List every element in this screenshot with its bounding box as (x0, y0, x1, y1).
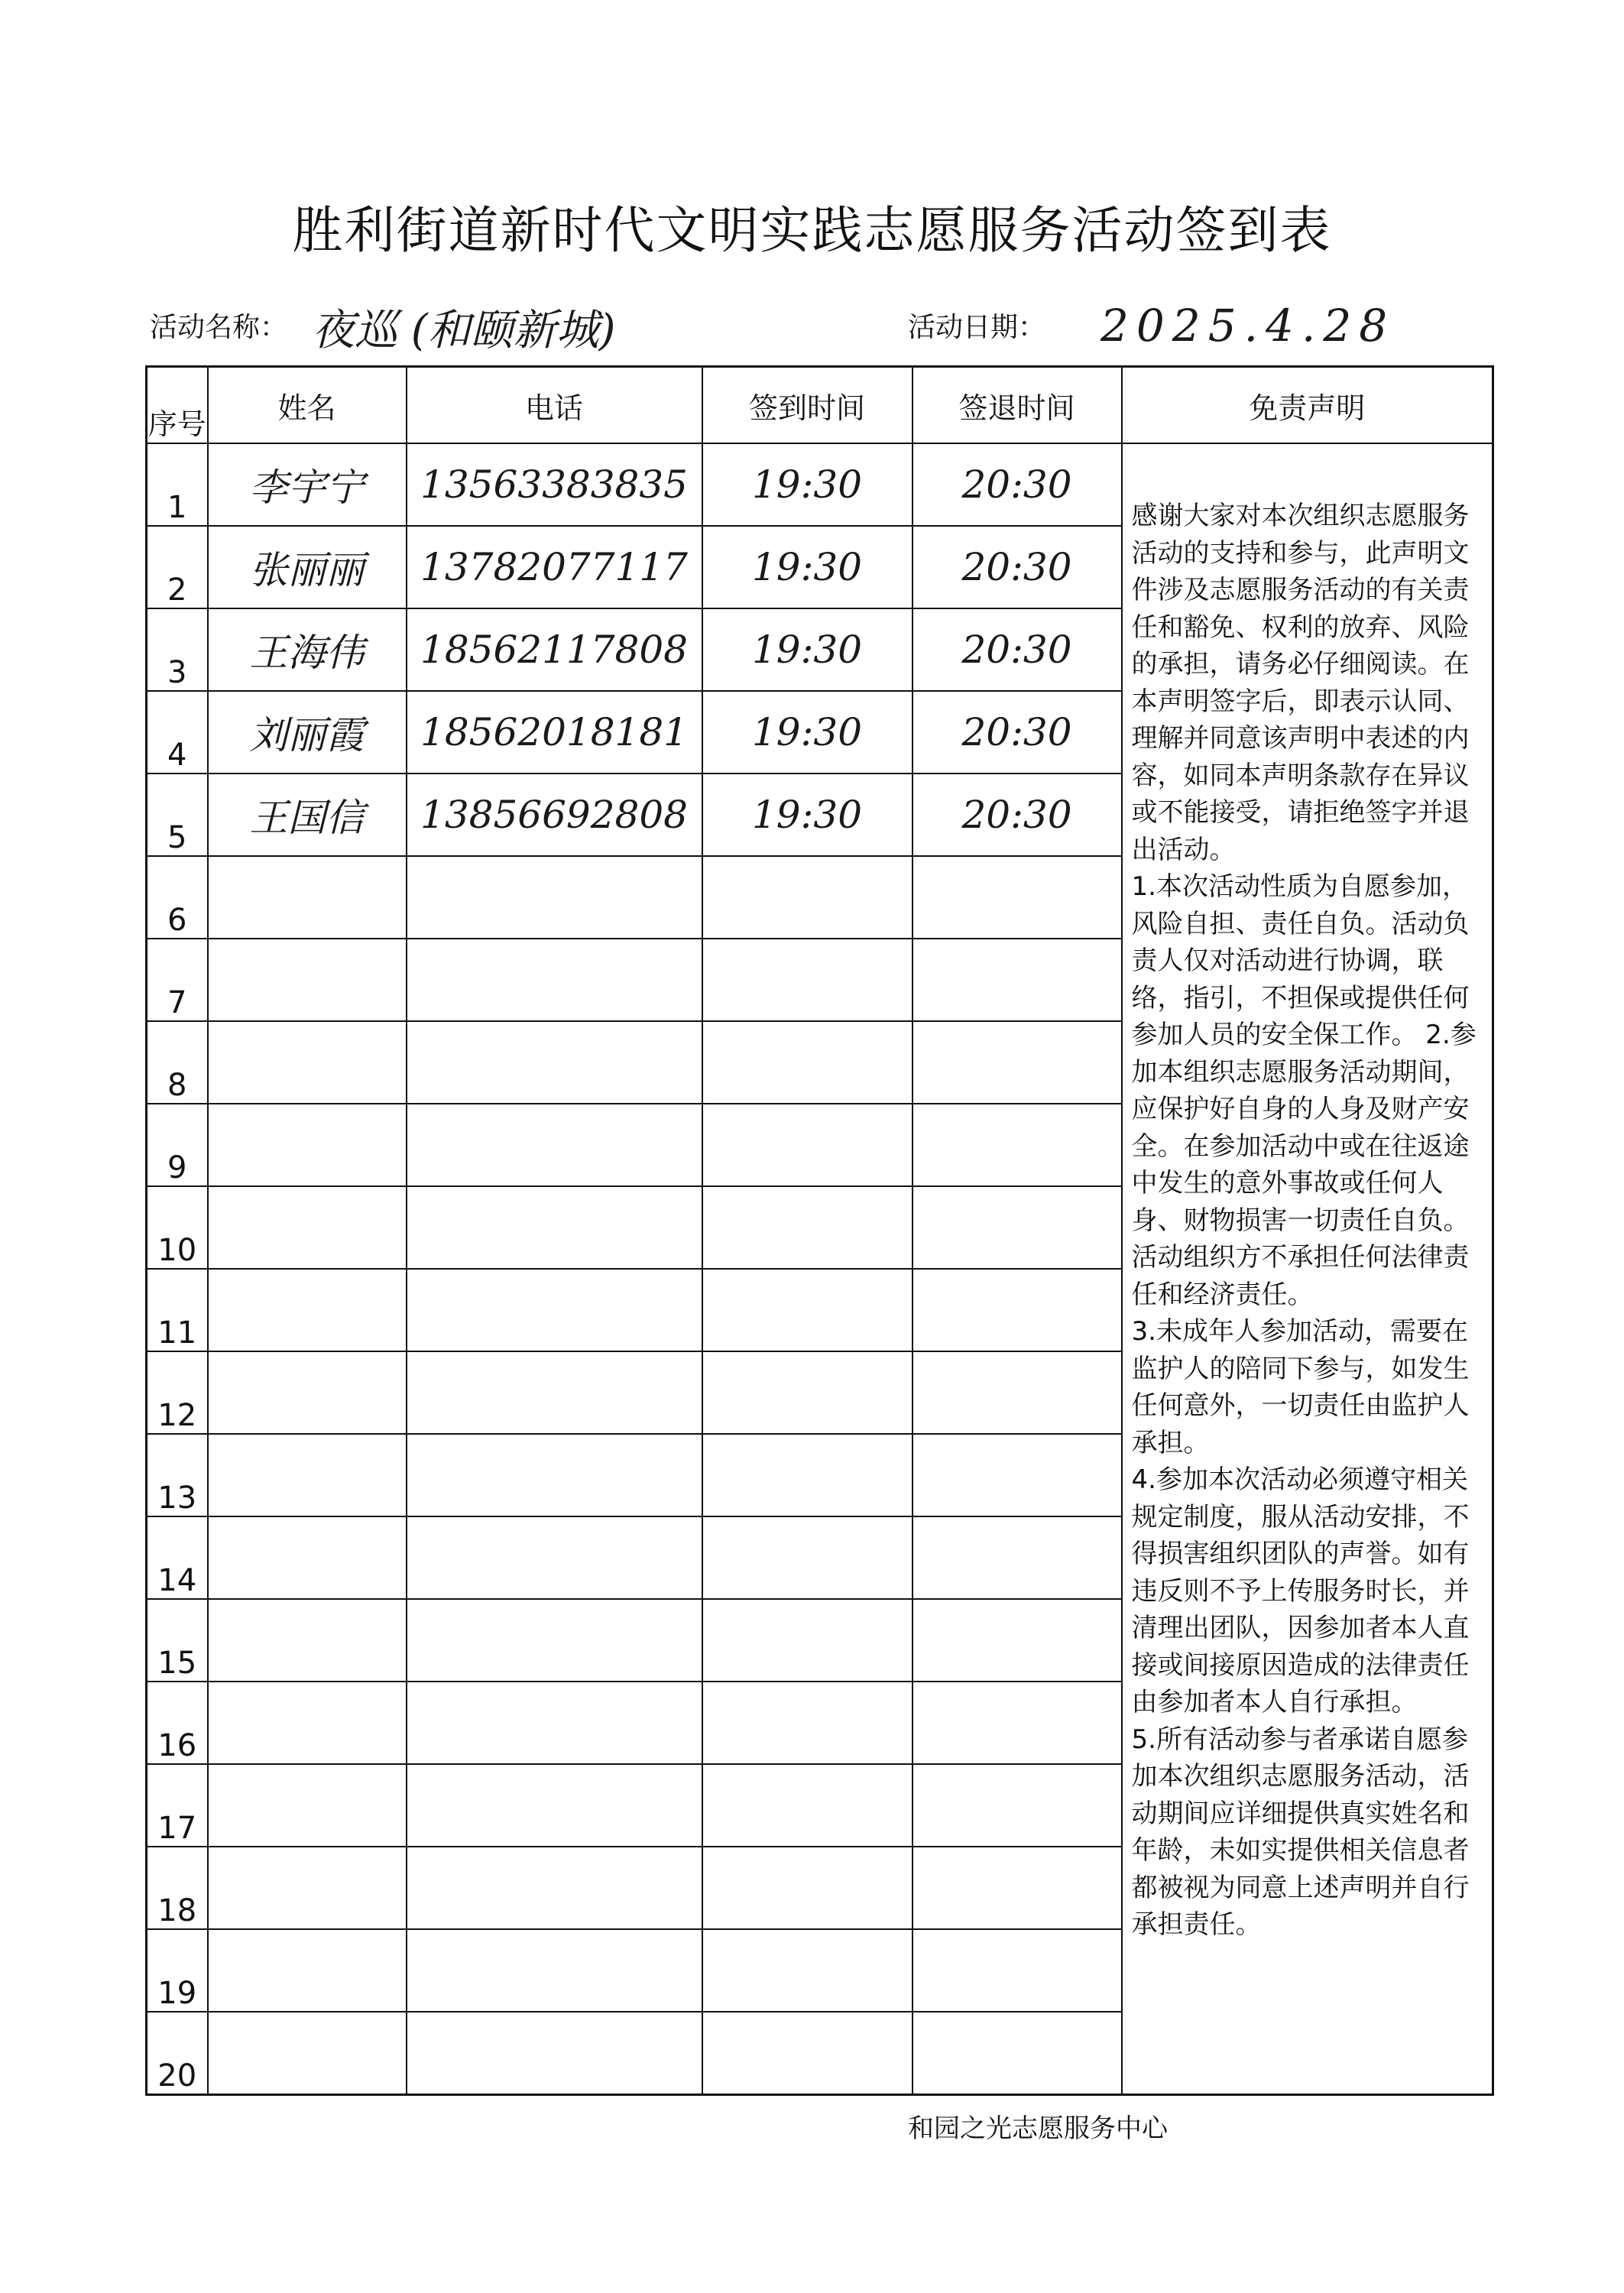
activity-name-value: 夜巡 (和颐新城) (312, 306, 616, 355)
row-checkin (702, 1516, 912, 1599)
row-name (208, 1516, 407, 1599)
row-checkin: 19:30 (702, 691, 912, 774)
row-name: 张丽丽 (208, 526, 407, 608)
row-seq: 7 (147, 939, 208, 1021)
row-checkout: 20:30 (912, 691, 1122, 774)
row-phone: 13563383835 (407, 443, 702, 526)
row-checkin (702, 1682, 912, 1764)
row-phone (407, 1682, 702, 1764)
row-seq: 9 (147, 1104, 208, 1186)
row-checkout (912, 1929, 1122, 2012)
row-name (208, 939, 407, 1021)
row-phone (407, 1186, 702, 1269)
row-name: 李宇宁 (208, 443, 407, 526)
row-checkin (702, 1269, 912, 1351)
row-seq: 6 (147, 856, 208, 939)
row-name: 刘丽霞 (208, 691, 407, 774)
row-name (208, 856, 407, 939)
row-name (208, 1847, 407, 1929)
row-seq: 14 (147, 1516, 208, 1599)
row-checkout (912, 1021, 1122, 1104)
row-name (208, 1764, 407, 1847)
row-checkout (912, 1104, 1122, 1186)
row-phone (407, 939, 702, 1021)
row-name (208, 1351, 407, 1434)
row-checkin (702, 2012, 912, 2094)
row-checkout: 20:30 (912, 526, 1122, 608)
row-seq: 12 (147, 1351, 208, 1434)
row-checkin (702, 1104, 912, 1186)
row-checkout (912, 1599, 1122, 1682)
row-seq: 3 (147, 608, 208, 691)
row-phone (407, 1929, 702, 2012)
row-checkout (912, 1351, 1122, 1434)
row-phone (407, 1104, 702, 1186)
disclaimer-text (1122, 443, 1493, 2094)
row-checkout (912, 939, 1122, 1021)
row-seq: 17 (147, 1764, 208, 1847)
row-name (208, 2012, 407, 2094)
row-checkout (912, 1516, 1122, 1599)
row-checkin: 19:30 (702, 443, 912, 526)
row-seq: 18 (147, 1847, 208, 1929)
row-checkin (702, 1929, 912, 2012)
row-checkin (702, 1764, 912, 1847)
row-seq: 10 (147, 1186, 208, 1269)
row-checkout (912, 2012, 1122, 2094)
row-phone (407, 1351, 702, 1434)
disclaimer-paragraph: 3.未成年人参加活动，需要在监护人的陪同下参与，如发生任何意外，一切责任由监护人承担。 (1131, 1316, 1470, 1458)
signin-table (145, 365, 1494, 2096)
header-checkout: 签退时间 (912, 367, 1122, 444)
footer-organization: 和园之光志愿服务中心 (908, 2113, 1168, 2144)
disclaimer-paragraph: 5.所有活动参与者承诺自愿参加本次组织志愿服务活动，活动期间应详细提供真实姓名和年龄，未如实提供相关信息者都被视为同意上述声明并自行承担责任。 (1131, 1724, 1470, 1940)
row-phone: 13782077117 (407, 526, 702, 608)
disclaimer-paragraph: 4.参加本次活动必须遵守相关规定制度，服从活动安排，不得损害组织团队的声誉。如有违反则不予上传服务时长，并清理出团队，因参加者本人直接或间接原因造成的法律责任由参加者本人自行承担。 (1131, 1464, 1470, 1717)
row-checkin (702, 1599, 912, 1682)
row-seq: 20 (147, 2012, 208, 2094)
row-checkin (702, 1186, 912, 1269)
row-name (208, 1269, 407, 1351)
row-checkin (702, 856, 912, 939)
row-name (208, 1021, 407, 1104)
row-checkin: 19:30 (702, 608, 912, 691)
row-seq: 11 (147, 1269, 208, 1351)
row-phone (407, 1021, 702, 1104)
sheet-title: 胜利街道新时代文明实践志愿服务活动签到表 (292, 201, 1332, 260)
row-seq: 1 (147, 443, 208, 526)
row-checkin (702, 1434, 912, 1516)
row-checkin: 19:30 (702, 526, 912, 608)
disclaimer-paragraph: 1.本次活动性质为自愿参加，风险自担、责任自负。活动负责人仅对活动进行协调，联络，指引，不担保或提供任何参加人员的安全保工作。 2.参加本组织志愿服务活动期间，应保护好自身的人身及财产安全。在参加活动中或在往返途中发生的意外事故或任何人身、财物损害一切责任自负。活动组织方不承担任何法律责任和经济责任。 (1131, 871, 1477, 1310)
row-checkout (912, 1186, 1122, 1269)
activity-date-value: 2025.4.28 (1100, 300, 1395, 352)
row-name (208, 1599, 407, 1682)
row-checkout (912, 1682, 1122, 1764)
row-name (208, 1434, 407, 1516)
row-phone (407, 1269, 702, 1351)
table-header-row (147, 367, 1493, 444)
header-disclaimer: 免责声明 (1122, 367, 1493, 444)
row-seq: 19 (147, 1929, 208, 2012)
row-seq: 5 (147, 774, 208, 856)
row-name: 王国信 (208, 774, 407, 856)
row-checkout (912, 1434, 1122, 1516)
row-seq: 16 (147, 1682, 208, 1764)
header-checkin: 签到时间 (702, 367, 912, 444)
row-phone: 13856692808 (407, 774, 702, 856)
row-phone: 18562117808 (407, 608, 702, 691)
row-seq: 13 (147, 1434, 208, 1516)
row-checkout: 20:30 (912, 774, 1122, 856)
row-checkin (702, 1351, 912, 1434)
row-name (208, 1682, 407, 1764)
row-seq: 8 (147, 1021, 208, 1104)
row-phone (407, 1516, 702, 1599)
row-name: 王海伟 (208, 608, 407, 691)
row-checkin (702, 939, 912, 1021)
row-checkout (912, 1764, 1122, 1847)
header-phone: 电话 (407, 367, 702, 444)
row-phone (407, 1847, 702, 1929)
row-checkout (912, 1269, 1122, 1351)
row-phone (407, 1764, 702, 1847)
row-checkout (912, 1847, 1122, 1929)
row-phone: 18562018181 (407, 691, 702, 774)
row-checkout: 20:30 (912, 608, 1122, 691)
row-name (208, 1186, 407, 1269)
row-phone (407, 1434, 702, 1516)
header-name: 姓名 (208, 367, 407, 444)
row-name (208, 1104, 407, 1186)
table-row (147, 443, 1493, 526)
row-phone (407, 2012, 702, 2094)
header-seq: 序号 (147, 367, 208, 444)
row-checkin: 19:30 (702, 774, 912, 856)
row-phone (407, 1599, 702, 1682)
row-seq: 2 (147, 526, 208, 608)
activity-date-label: 活动日期： (908, 312, 1046, 343)
disclaimer-paragraph: 感谢大家对本次组织志愿服务活动的支持和参与，此声明文件涉及志愿服务活动的有关责任和豁免、权利的放弃、风险的承担，请务必仔细阅读。在本声明签字后，即表示认同、理解并同意该声明中表述的内容，如同本声明条款存在异议或不能接受，请拒绝签字并退出活动。 (1131, 501, 1470, 865)
row-seq: 15 (147, 1599, 208, 1682)
row-phone (407, 856, 702, 939)
row-checkout (912, 856, 1122, 939)
row-checkout: 20:30 (912, 443, 1122, 526)
row-checkin (702, 1847, 912, 1929)
row-seq: 4 (147, 691, 208, 774)
row-checkin (702, 1021, 912, 1104)
row-name (208, 1929, 407, 2012)
activity-name-label: 活动名称： (150, 312, 288, 343)
